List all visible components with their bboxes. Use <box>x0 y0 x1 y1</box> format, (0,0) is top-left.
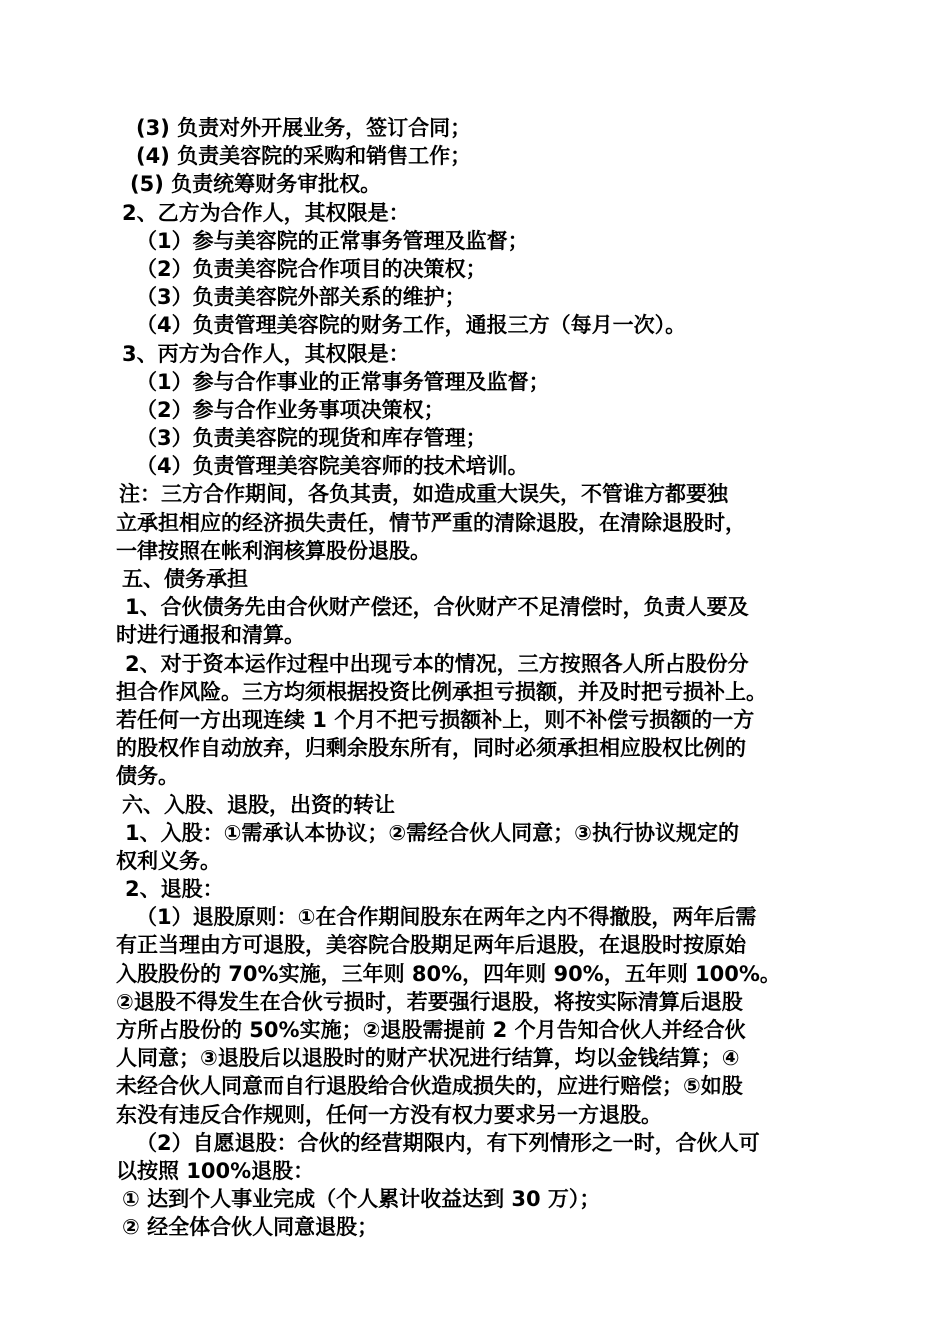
note-line: 注：三方合作期间，各负其责，如造成重大误失，不管谁方都要独 <box>119 482 728 507</box>
text-line: ① 达到个人事业完成（个人累计收益达到 30 万）； <box>122 1187 601 1212</box>
text-line: 以按照 100%退股： <box>116 1158 315 1183</box>
text-line: 2、乙方为合作人，其权限是： <box>122 200 410 225</box>
text-line: 未经合伙人同意而自行退股给合伙造成损失的，应进行赔偿；⑤如股 <box>116 1074 743 1099</box>
section-heading: 六、入股、退股，出资的转让 <box>122 792 395 817</box>
text-line: ② 经全体合伙人同意退股； <box>122 1215 379 1240</box>
text-line: 2、退股： <box>125 877 224 902</box>
text-line: 担合作风险。三方均须根据投资比例承担亏损额，并及时把亏损补上。 <box>116 679 767 704</box>
note-line: 一律按照在帐利润核算股份退股。 <box>116 538 431 563</box>
text-line: 债务。 <box>116 764 179 789</box>
text-line: (3) 负责对外开展业务，签订合同； <box>136 116 472 140</box>
text-line: （1）参与美容院的正常事务管理及监督； <box>136 228 529 253</box>
text-line: 1、合伙债务先由合伙财产偿还，合伙财产不足清偿时，负责人要及 <box>125 595 749 620</box>
text-line: 入股股份的 70%实施，三年则 80%，四年则 90%，五年则 100%。 <box>116 961 781 986</box>
text-line: （1）退股原则：①在合作期间股东在两年之内不得撤股，两年后需 <box>136 905 757 930</box>
text-line: （2）负责美容院合作项目的决策权； <box>136 256 487 281</box>
text-line: ②退股不得发生在合伙亏损时，若要强行退股，将按实际清算后退股 <box>116 989 743 1014</box>
text-line: 3、丙方为合作人，其权限是： <box>122 341 410 366</box>
text-line: 人同意；③退股后以退股时的财产状况进行结算，均以金钱结算；④ <box>116 1046 740 1071</box>
text-line: （4）负责管理美容院美容师的技术培训。 <box>136 454 529 479</box>
text-line: 时进行通报和清算。 <box>116 623 305 648</box>
text-line: （2）参与合作业务事项决策权； <box>136 397 445 422</box>
text-line: (5) 负责统筹财务审批权。 <box>130 172 382 197</box>
text-line: （1）参与合作事业的正常事务管理及监督； <box>136 369 550 394</box>
text-line: （2）自愿退股：合伙的经营期限内，有下列情形之一时，合伙人可 <box>136 1130 760 1155</box>
text-line: 方所占股份的 50%实施；②退股需提前 2 个月告知合伙人并经合伙 <box>116 1018 746 1042</box>
text-line: （3）负责美容院的现货和库存管理； <box>136 426 487 451</box>
note-line: 立承担相应的经济损失责任，情节严重的清除退股，在清除退股时， <box>116 510 746 535</box>
text-line: 的股权作自动放弃，归剩余股东所有，同时必须承担相应股权比例的 <box>116 736 746 761</box>
text-line: (4) 负责美容院的采购和销售工作； <box>136 144 472 169</box>
text-line: （4）负责管理美容院的财务工作，通报三方（每月一次）。 <box>136 313 687 338</box>
text-line: 有正当理由方可退股，美容院合股期足两年后退股，在退股时按原始 <box>116 933 746 958</box>
text-line: 2、对于资本运作过程中出现亏本的情况，三方按照各人所占股份分 <box>125 651 749 676</box>
text-line: 1、入股：①需承认本协议；②需经合伙人同意；③执行协议规定的 <box>125 820 739 845</box>
document-body <box>116 114 846 1242</box>
text-line: 权利义务。 <box>116 848 221 873</box>
text-line: 若任何一方出现连续 1 个月不把亏损额补上，则不补偿亏损额的一方 <box>116 707 755 732</box>
section-heading: 五、债务承担 <box>122 567 248 591</box>
text-line: （3）负责美容院外部关系的维护； <box>136 285 466 310</box>
text-line: 东没有违反合作规则，任何一方没有权力要求另一方退股。 <box>116 1102 662 1127</box>
